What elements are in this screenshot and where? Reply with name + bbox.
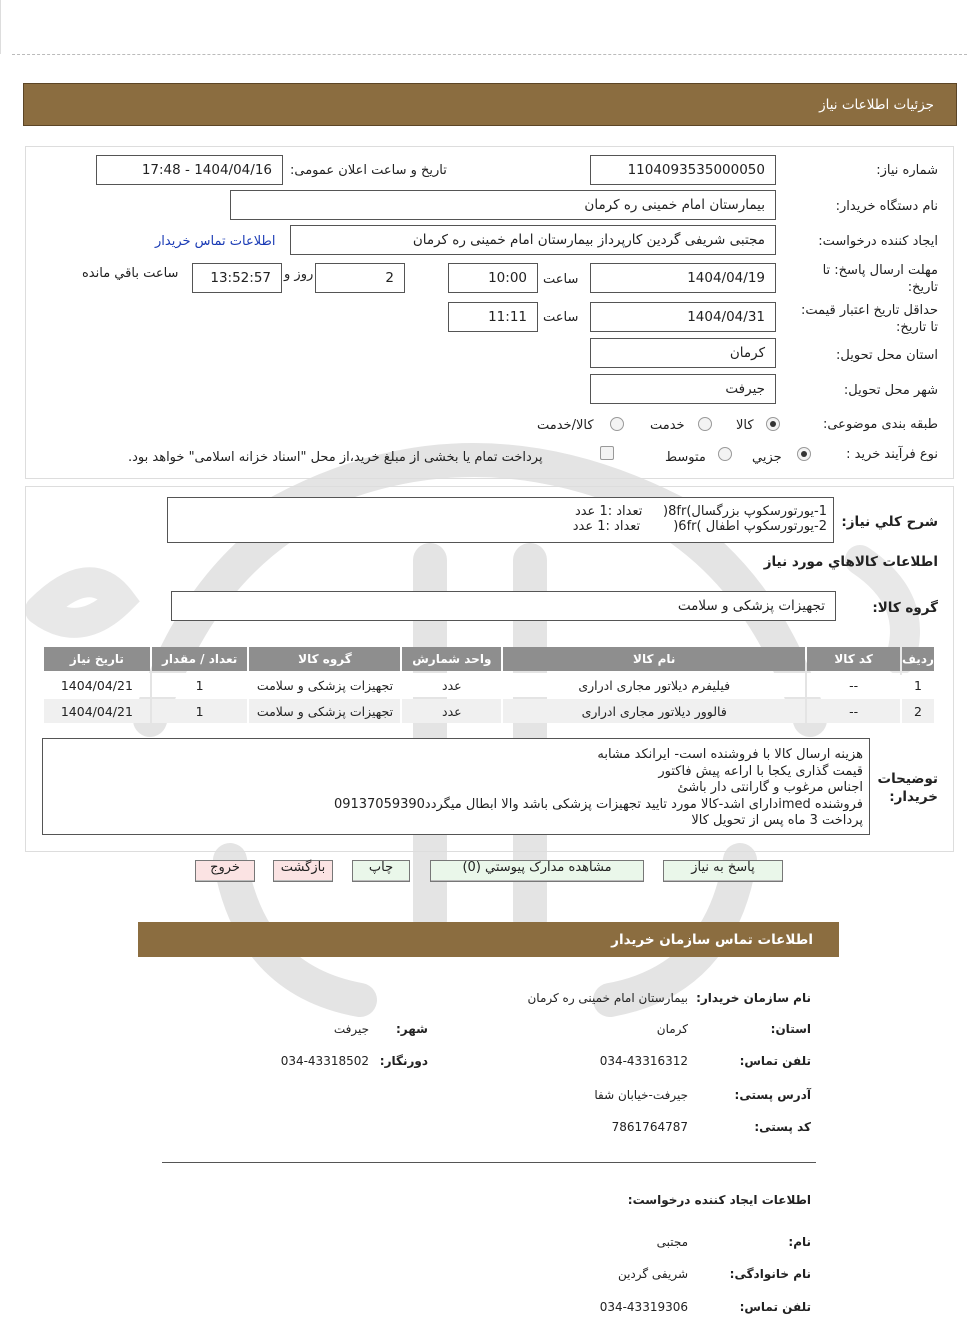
cell-date: 1404/04/21 (44, 699, 150, 723)
cell-code: -- (807, 699, 900, 723)
cell-name: فیلیفرم دیلاتور مجاری ادراری (503, 673, 805, 697)
delivery-city-label: شهر محل تحویل: (843, 383, 938, 398)
creator-field: مجتبی شریفی گردین کارپرداز بیمارستان امام خمینی ره کرمان (290, 225, 776, 255)
category-service-radio[interactable] (698, 417, 712, 431)
process-medium-label: متوسط (665, 450, 706, 465)
contact-postal-label: کد پستی: (754, 1120, 811, 1134)
note-line: اجناس مرغوب و گارانتی دار باشئ (677, 780, 863, 795)
col-code: کد کالا (807, 647, 900, 671)
buyer-org-label: نام دستگاه خریدار: (835, 199, 938, 214)
org-name-value: بیمارستان امام خمینی ره کرمان (527, 991, 688, 1005)
price-validity-time-field: 11:11 (448, 302, 538, 332)
exit-button[interactable]: خروج (195, 860, 255, 882)
category-goods-radio[interactable] (766, 417, 780, 431)
price-validity-date-field: 1404/04/31 (590, 302, 776, 332)
col-row: رديف (902, 647, 934, 671)
creator-family-value: شریفی گردین (617, 1267, 688, 1281)
contact-fax-label: دورنگار: (379, 1054, 428, 1068)
deadline-hour-label: ساعت (543, 272, 579, 287)
contact-header-title: اطلاعات تماس سازمان خريدار (611, 931, 813, 948)
details-header-title: جزئیات اطلاعات نیاز (819, 96, 934, 113)
details-header-bar (23, 83, 957, 126)
treasury-note: پرداخت تمام یا بخشی از مبلغ خرید،از محل "اسناد خزانه اسلامی" خواهد بود. (128, 450, 543, 465)
category-label: طبقه بندی موضوعی: (822, 417, 938, 432)
cell-group: تجهیزات پزشکی و سلامت (249, 699, 400, 723)
goods-section-title: اطلاعات کالاهاي مورد نياز (763, 554, 938, 570)
price-validity-hour-label: ساعت (543, 310, 579, 325)
goods-table-header (44, 647, 934, 671)
col-unit: واحد شمارش (402, 647, 501, 671)
process-minor-radio[interactable] (797, 447, 811, 461)
creator-info-title: اطلاعات ایجاد کننده درخواست: (627, 1193, 811, 1207)
creator-name-label: نام: (788, 1235, 811, 1249)
contact-city-label: شهر: (396, 1022, 428, 1036)
process-type-label: نوع فرآیند خرید : (846, 447, 938, 462)
need-number-field: 1104093535000050 (590, 155, 776, 185)
col-group: گروه کالا (249, 647, 400, 671)
contact-divider (162, 1162, 816, 1163)
view-attachments-button[interactable]: مشاهده مدارک پيوستي (0) (430, 860, 644, 882)
buyer-notes-label-2: خريدار: (889, 789, 938, 805)
note-line: هزینه ارسال کالا با فروشنده است- ایرانکد مشابه (597, 747, 863, 762)
summary-line-1: 1-یورتورسکوپ بزرگسال)8fr( تعداد :1 عدد (574, 504, 827, 519)
buyer-notes-field (42, 738, 870, 835)
price-validity-label-date: تا تاریخ: (896, 320, 938, 335)
creator-name-value: مجتبی (656, 1235, 688, 1249)
cell-unit: عدد (402, 699, 501, 723)
goods-table (42, 645, 936, 725)
contact-province-value: کرمان (656, 1022, 688, 1036)
cell-group: تجهیزات پزشکی و سلامت (249, 673, 400, 697)
contact-city-value: جیرفت (333, 1022, 369, 1036)
delivery-province-field: کرمان (590, 338, 776, 368)
buyer-contact-link[interactable]: اطلاعات تماس خریدار (155, 234, 276, 249)
contact-header-bar (138, 922, 839, 957)
goods-group-label: گروه کالا: (872, 600, 938, 616)
need-number-label: شماره نیاز: (876, 163, 938, 178)
remaining-days-field: 2 (315, 263, 405, 293)
buyer-org-field: بیمارستان امام خمینی ره کرمان (230, 190, 776, 220)
col-date: تاريخ نياز (44, 647, 150, 671)
contact-postal-value: 7861764787 (611, 1120, 688, 1134)
announce-datetime-field: 1404/04/16 - 17:48 (96, 155, 283, 185)
back-button[interactable]: بازگشت (273, 860, 333, 882)
goods-group-field: تجهیزات پزشکی و سلامت (171, 591, 836, 621)
days-label: روز و (284, 267, 314, 282)
col-qty: تعداد / مقدار (152, 647, 248, 671)
cell-qty: 1 (152, 699, 248, 723)
process-minor-label: جزیي (752, 450, 782, 465)
category-goods-service-label: کالا/خدمت (537, 418, 594, 433)
treasury-checkbox[interactable] (600, 446, 614, 460)
category-goods-service-radio[interactable] (610, 417, 624, 431)
creator-label: ایجاد کننده درخواست: (818, 234, 938, 249)
cell-name: فالوور دیلاتور مجاری ادراری (503, 699, 805, 723)
announce-datetime-label: تاریخ و ساعت اعلان عمومی: (290, 163, 447, 178)
process-medium-radio[interactable] (718, 447, 732, 461)
cell-row: 1 (902, 673, 934, 697)
deadline-date-field: 1404/04/19 (590, 263, 776, 293)
summary-line-2: 2-یورتورسکوپ اطفال )6fr( تعداد :1 عدد (572, 519, 827, 534)
org-name-label: نام سازمان خریدار: (696, 991, 811, 1005)
note-line: فروشنده imedدارای اشد-کالا مورد تایید تجهیزات پزشکی باشد والا ابطال میگردد09137059390 (333, 796, 863, 812)
remaining-time-label: ساعت باقي مانده (82, 266, 179, 281)
reply-button[interactable]: پاسخ به نياز (663, 860, 783, 882)
contact-fax-value: 034-43318502 (280, 1054, 369, 1068)
delivery-province-label: استان محل تحویل: (836, 348, 938, 363)
contact-address-value: جیرفت-خیابان شفا (594, 1088, 688, 1102)
page-edge-line (0, 0, 1, 54)
top-divider (12, 54, 967, 55)
category-service-label: خدمت (650, 418, 685, 433)
cell-code: -- (807, 673, 900, 697)
buyer-notes-label: توضيحات (877, 771, 938, 787)
summary-field (167, 497, 834, 543)
creator-phone-value: 034-43319306 (599, 1300, 688, 1314)
cell-row: 2 (902, 699, 934, 723)
cell-unit: عدد (402, 673, 501, 697)
col-name: نام کالا (503, 647, 805, 671)
table-row (44, 699, 934, 723)
contact-phone-value: 034-43316312 (599, 1054, 688, 1068)
note-line: پرداخت 3 ماه پس از تحویل کالا (691, 813, 863, 828)
contact-province-label: استان: (770, 1022, 811, 1036)
table-row (44, 673, 934, 697)
category-goods-label: کالا (736, 418, 754, 433)
cell-date: 1404/04/21 (44, 673, 150, 697)
summary-label: شرح کلي نياز: (841, 514, 938, 530)
contact-phone-label: تلفن تماس: (739, 1054, 811, 1068)
note-line: قیمت گذاری یکجا با اراعه پیش فاکتور (658, 763, 863, 779)
print-button[interactable]: چاپ (352, 860, 410, 882)
contact-address-label: آدرس پستی: (734, 1088, 811, 1102)
creator-phone-label: تلفن تماس: (739, 1300, 811, 1314)
deadline-label: مهلت ارسال پاسخ: تا (822, 263, 938, 278)
deadline-label-date: تاریخ: (907, 280, 938, 295)
cell-qty: 1 (152, 673, 248, 697)
price-validity-label: حداقل تاریخ اعتبار قیمت: (800, 303, 938, 318)
creator-family-label: نام خانوادگی: (729, 1267, 811, 1281)
delivery-city-field: جیرفت (590, 374, 776, 404)
remaining-time-field: 13:52:57 (192, 263, 282, 293)
deadline-time-field: 10:00 (448, 263, 538, 293)
